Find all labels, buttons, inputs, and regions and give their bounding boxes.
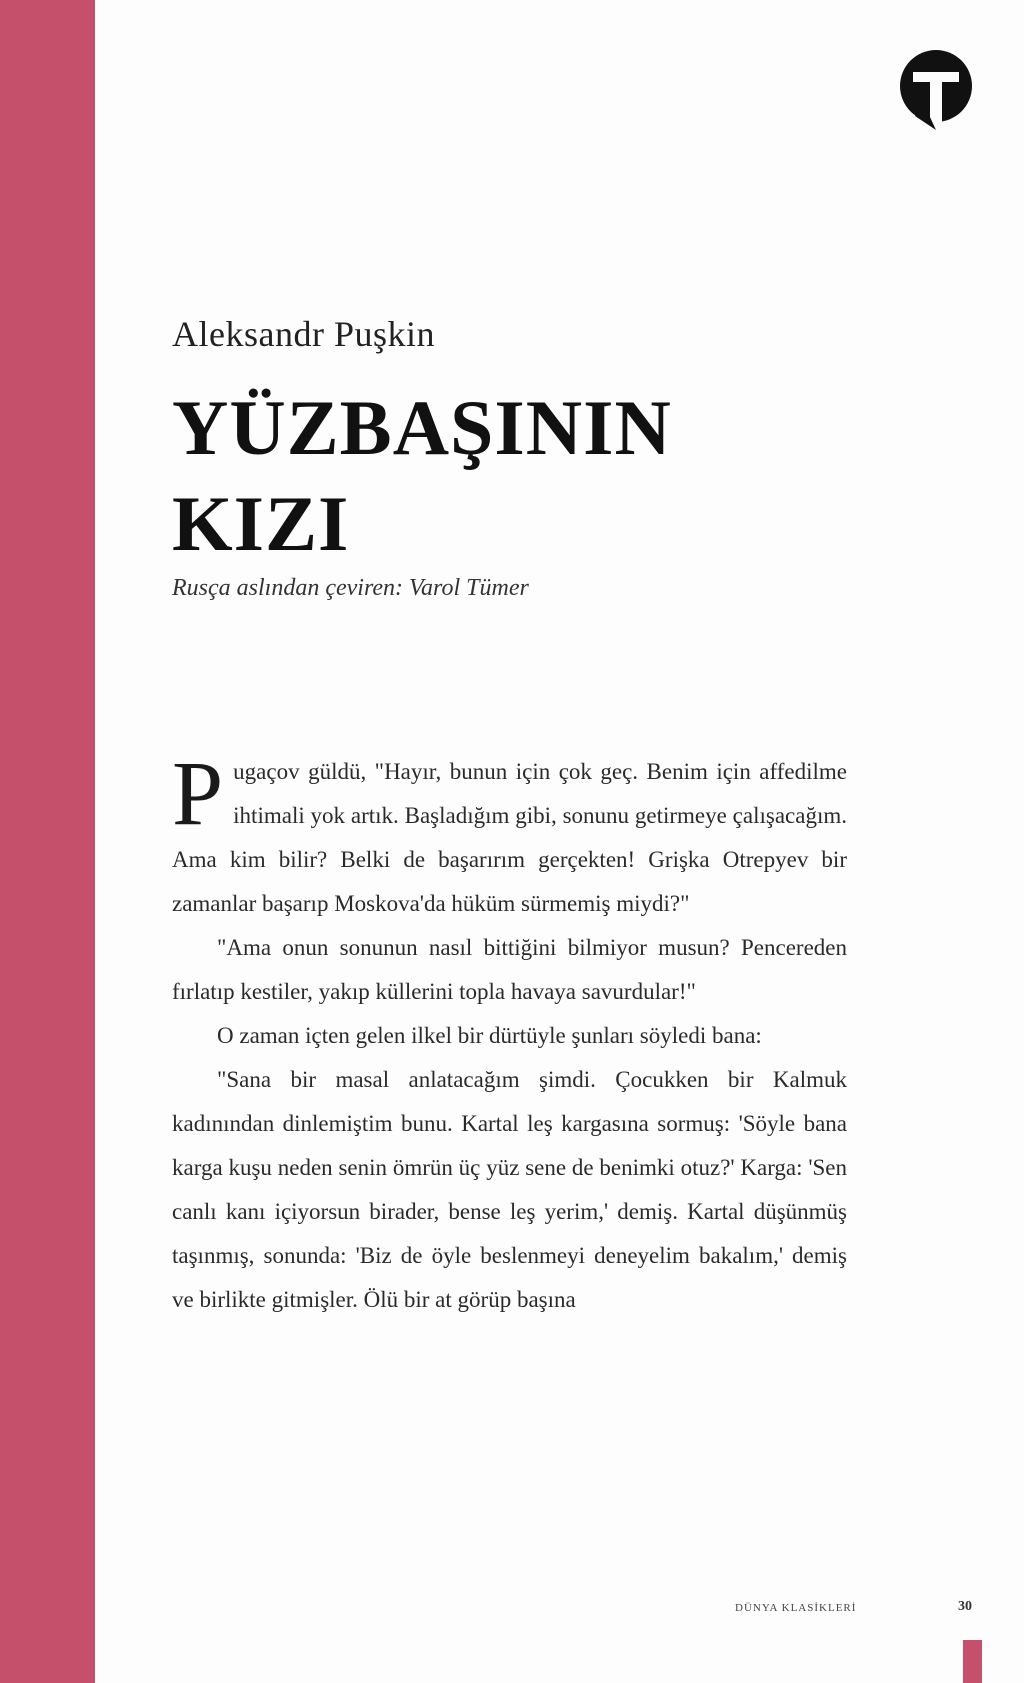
excerpt-paragraph: O zaman içten gelen ilkel bir dürtüyle şunları söyledi bana: xyxy=(217,1023,762,1048)
translator-credit: Rusça aslından çeviren: Varol Tümer xyxy=(172,575,529,601)
series-name: DÜNYA KLASİKLERİ xyxy=(735,1602,857,1614)
book-title-line-1: YÜZBAŞININ xyxy=(172,384,672,471)
excerpt-paragraph-text: ugaçov güldü, "Hayır, bunun için çok geç. Benim için affedilme ihtimali yok artık. Başladığım gibi, sonunu getirmeye çalışacağım. Ama kim bilir? Belki de başarırım gerçekten! Grişka Otrepyev bir zamanlar başarıp Moskova'da hüküm sürmemiş miydi?" xyxy=(172,759,847,916)
publisher-t-logo-icon xyxy=(893,46,979,132)
drop-cap: P xyxy=(172,742,224,844)
cover-spine-stripe xyxy=(0,0,95,1683)
excerpt-text xyxy=(172,742,847,1322)
series-number: 30 xyxy=(958,1599,972,1614)
author-name: Aleksandr Puşkin xyxy=(172,314,435,354)
excerpt-paragraph: "Ama onun sonunun nasıl bittiğini bilmiyor musun? Pencereden fırlatıp kestiler, yakıp küllerini topla havaya savurdular!" xyxy=(172,935,847,1004)
footer-accent-bar xyxy=(963,1640,982,1683)
excerpt-paragraph xyxy=(172,742,847,926)
book-title-line-2: KIZI xyxy=(172,480,350,567)
book-title xyxy=(172,380,672,572)
excerpt-paragraph: "Sana bir masal anlatacağım şimdi. Çocukken bir Kalmuk kadınından dinlemiştim bunu. Kartal leş kargasına sormuş: 'Söyle bana karga kuşu neden senin ömrün üç yüz sene de benimki otuz?' Karga: 'Sen canlı kanı içiyorsun birader, bense leş yerim,' demiş. Kartal düşünmüş taşınmış, sonunda: 'Biz de öyle beslenmeyi deneyelim bakalım,' demiş ve birlikte gitmişler. Ölü bir at görüp başına xyxy=(172,1067,847,1312)
